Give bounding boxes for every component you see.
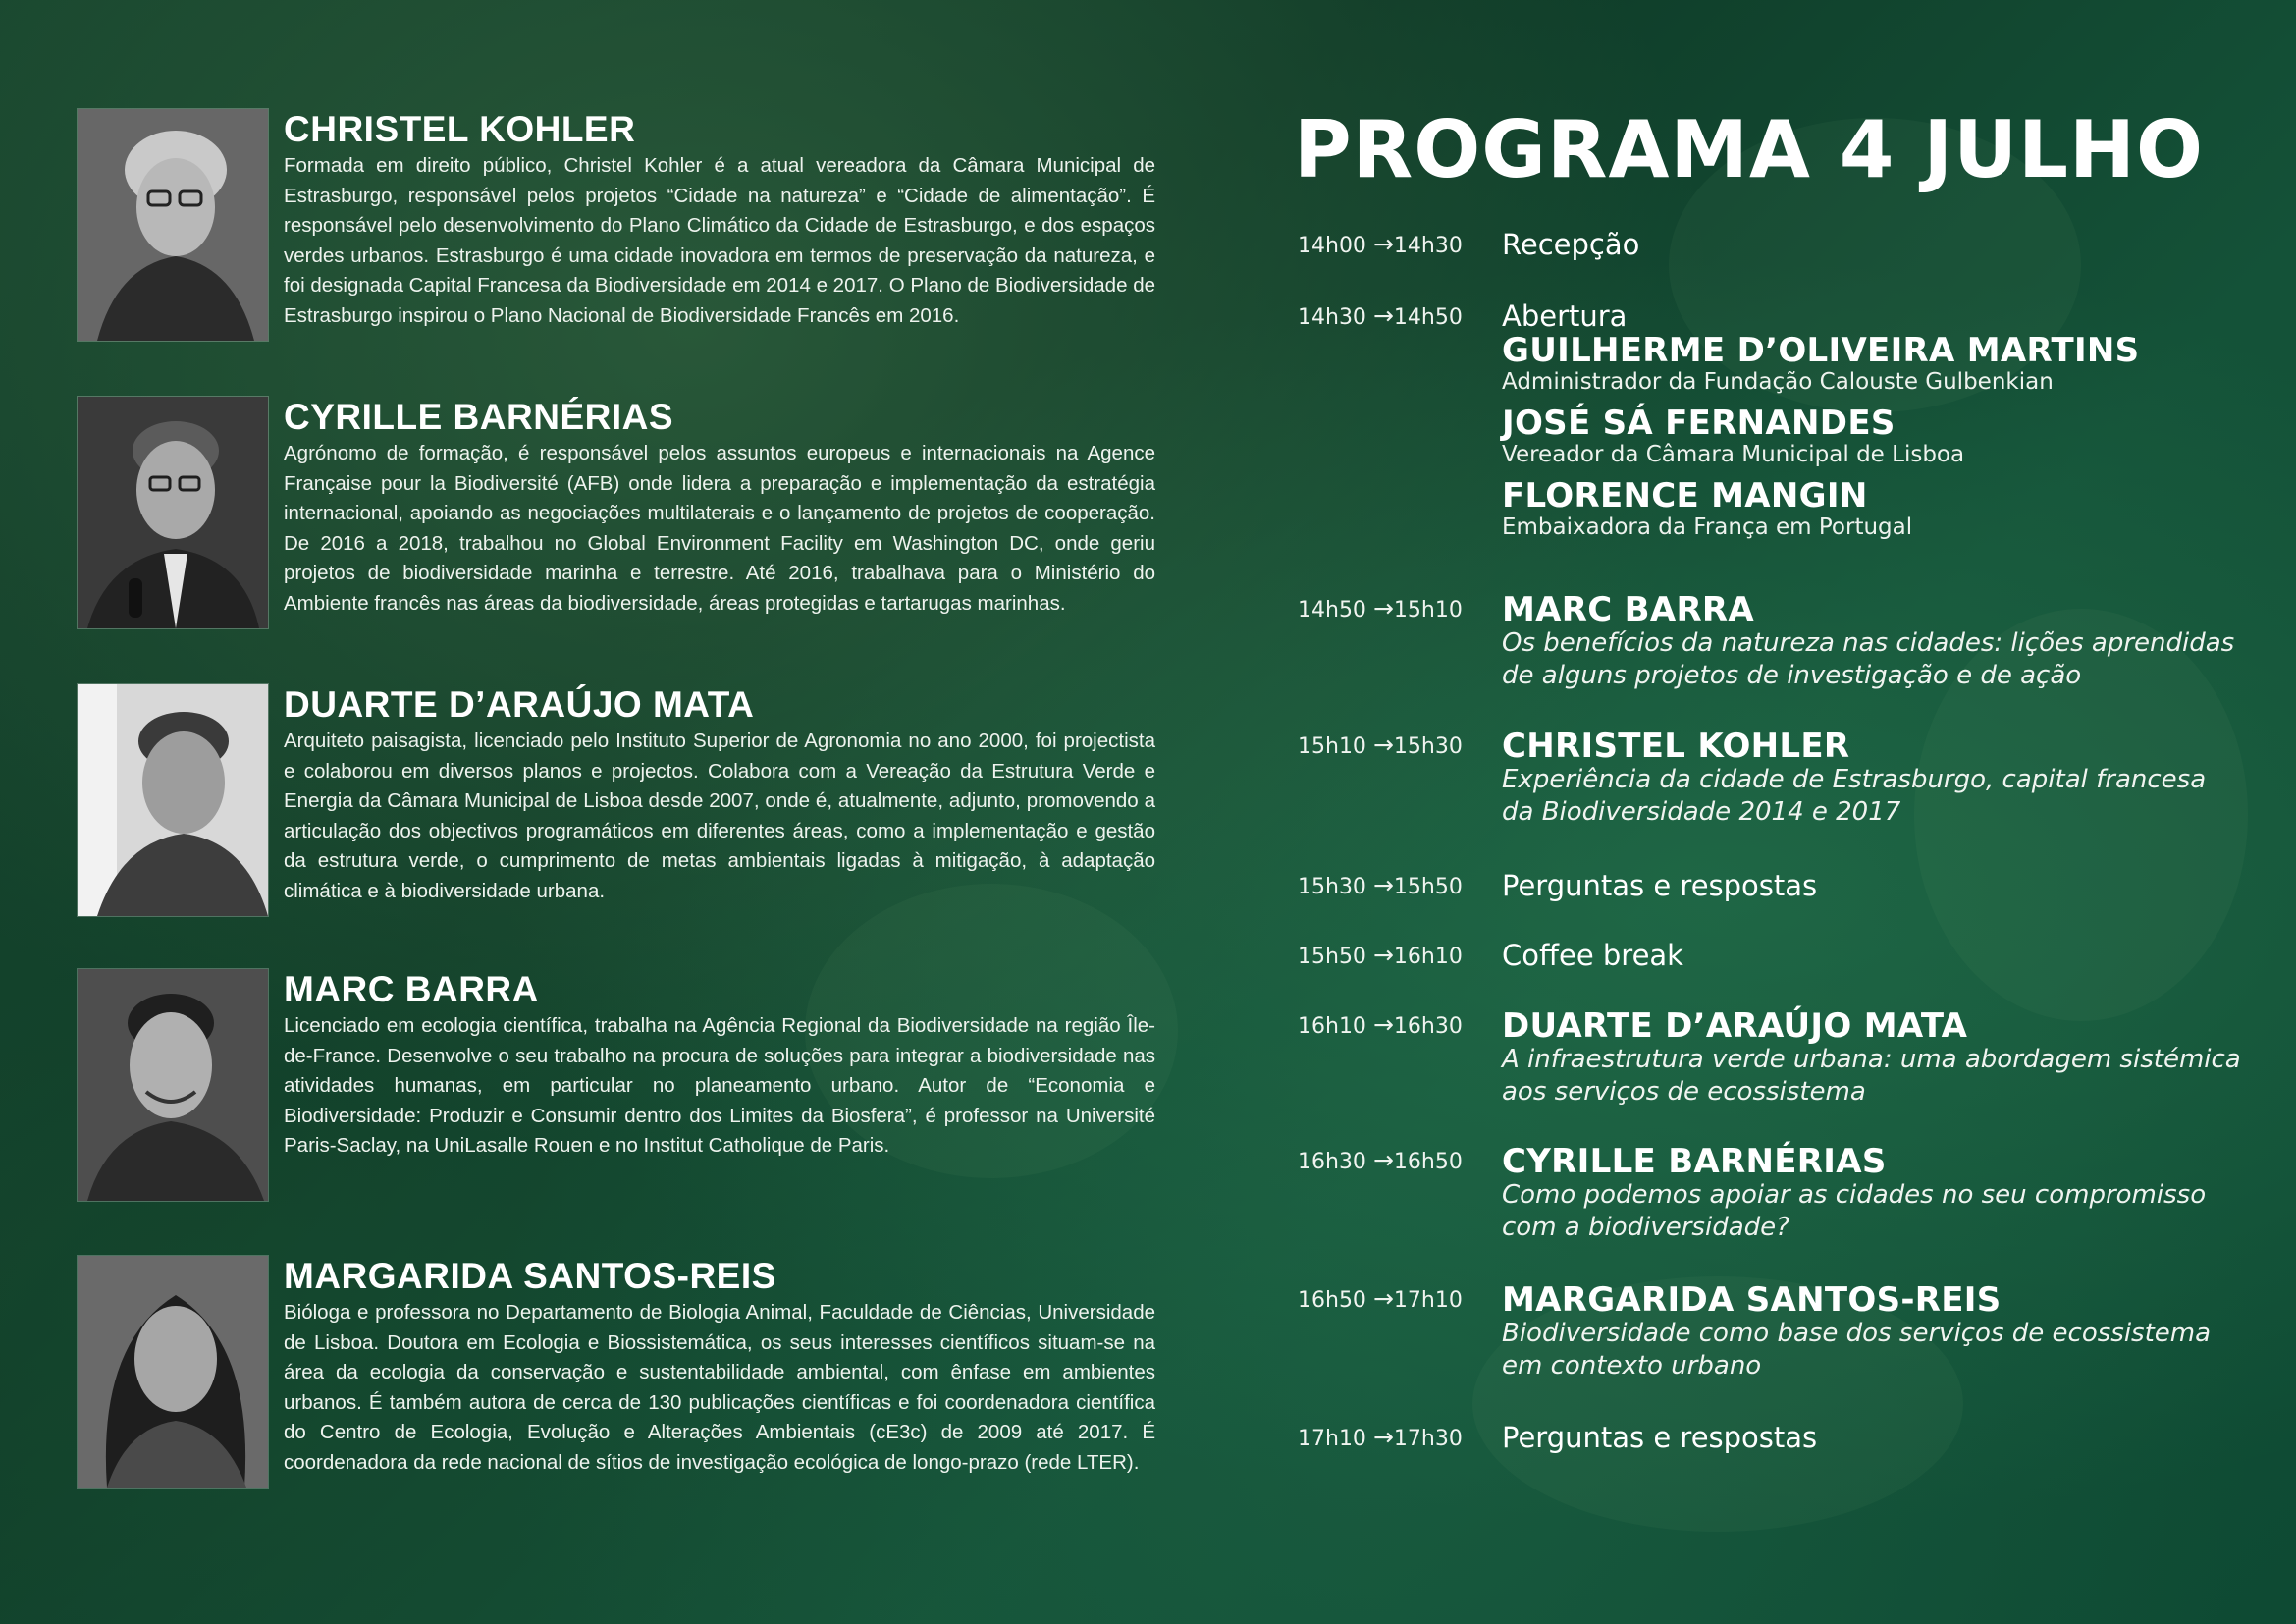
session-label: Perguntas e respostas xyxy=(1502,1421,1818,1454)
talk-title-line: Biodiversidade como base dos serviços de ecossistema xyxy=(1502,1319,2212,1348)
session-label: Perguntas e respostas xyxy=(1502,869,1818,902)
talk-title-line: Os benefícios da natureza nas cidades: lições aprendidas xyxy=(1502,628,2235,658)
speaker-name: DUARTE D’ARAÚJO MATA xyxy=(1502,1006,1968,1046)
session-label: Coffee break xyxy=(1502,939,1683,972)
arrow-icon: → xyxy=(1372,301,1394,330)
bio-duarte-araujo-mata xyxy=(77,683,1155,929)
time-slot: 15h10 →15h30 xyxy=(1298,731,1463,759)
time-slot: 14h30 →14h50 xyxy=(1298,301,1463,330)
bio-name: DUARTE D’ARAÚJO MATA xyxy=(284,684,755,725)
speaker-name: MARC BARRA xyxy=(1502,590,1755,629)
time-slot: 16h10 →16h30 xyxy=(1298,1010,1463,1039)
speaker-photo xyxy=(77,683,269,917)
time-slot: 16h50 →17h10 xyxy=(1298,1284,1463,1313)
speaker-name: MARGARIDA SANTOS-REIS xyxy=(1502,1280,2002,1320)
bio-name: MARC BARRA xyxy=(284,969,539,1009)
speaker-name: GUILHERME D’OLIVEIRA MARTINS xyxy=(1502,331,2140,370)
time-slot: 15h30 →15h50 xyxy=(1298,871,1463,899)
time-slot: 14h00 →14h30 xyxy=(1298,230,1463,258)
time-slot: 15h50 →16h10 xyxy=(1298,941,1463,969)
talk-title-line: da Biodiversidade 2014 e 2017 xyxy=(1502,797,1901,827)
speaker-name: JOSÉ SÁ FERNANDES xyxy=(1502,404,1896,443)
arrow-icon: → xyxy=(1372,230,1394,258)
arrow-icon: → xyxy=(1372,594,1394,623)
bio-name: CYRILLE BARNÉRIAS xyxy=(284,397,674,437)
arrow-icon: → xyxy=(1372,1423,1394,1451)
talk-title-line: A infraestrutura verde urbana: uma abordagem sistémica xyxy=(1502,1045,2241,1074)
time-slot: 14h50 →15h10 xyxy=(1298,594,1463,623)
arrow-icon: → xyxy=(1372,1010,1394,1039)
bio-description: Agrónomo de formação, é responsável pelos assuntos europeus e internacionais na Agence Française pour la Biodiversité (AFB) onde lidera a preparação e implementação da estratégia internacional, apoiando as negociações multilaterais e o lançamento de projetos de cooperação. De 2016 a 2018, trabalhou no Global Environment Facility em Washington DC, onde geriu projetos de biodiversidade marinha e terrestre. Até 2016, trabalhava para o Ministério do Ambiente francês nas áreas da biodiversidade, áreas protegidas e tartarugas marinhas. xyxy=(284,442,1155,615)
speaker-role: Vereador da Câmara Municipal de Lisboa xyxy=(1502,442,1965,467)
speaker-name: CYRILLE BARNÉRIAS xyxy=(1502,1142,1887,1181)
bio-name: MARGARIDA SANTOS-REIS xyxy=(284,1256,776,1296)
speaker-role: Administrador da Fundação Calouste Gulbenkian xyxy=(1502,369,2054,395)
speaker-name: CHRISTEL KOHLER xyxy=(1502,727,1850,766)
talk-title-line: Como podemos apoiar as cidades no seu compromisso xyxy=(1502,1180,2207,1210)
speaker-photo xyxy=(77,1255,269,1489)
arrow-icon: → xyxy=(1372,941,1394,969)
session-label: Abertura xyxy=(1502,299,1628,333)
bio-name: CHRISTEL KOHLER xyxy=(284,109,636,149)
arrow-icon: → xyxy=(1372,871,1394,899)
arrow-icon: → xyxy=(1372,1284,1394,1313)
bio-description: Bióloga e professora no Departamento de Biologia Animal, Faculdade de Ciências, Universidade de Lisboa. Doutora em Ecologia e Biossistemática, os seus interesses científicos situam-se na área da ecologia da conservação e sustentabilidade ambiental, com ênfase em ambientes urbanos. É também autora de cerca de 130 publicações científicas e foi coordenadora científica do Centro de Ecologia, Evolução e Alterações Ambientais (cE3c) de 2009 até 2017. É coordenadora da rede nacional de sítios de investigação ecológica de longo-prazo (rede LTER). xyxy=(284,1301,1155,1474)
bio-christel-kohler xyxy=(77,108,1155,353)
bio-description: Formada em direito público, Christel Kohler é a atual vereadora da Câmara Municipal de Estrasburgo, responsável pelos projetos “Cidade na natureza” e “Cidade de alimentação”. É responsável pelo desenvolvimento do Plano Climático da Cidade de Estrasburgo, e dos espaços verdes urbanos. Estrasburgo é uma cidade inovadora em termos de preservação da natureza, e foi designada Capital Francesa da Biodiversidade em 2014 e 2017. O Plano de Biodiversidade de Estrasburgo inspirou o Plano Nacional de Biodiversidade Francês em 2016. xyxy=(284,154,1155,327)
talk-title-line: aos serviços de ecossistema xyxy=(1502,1077,1866,1107)
bio-cyrille-barnerias xyxy=(77,396,1155,641)
talk-title-line: em contexto urbano xyxy=(1502,1351,1762,1380)
talk-title-line: com a biodiversidade? xyxy=(1502,1213,1789,1242)
speaker-name: FLORENCE MANGIN xyxy=(1502,476,1868,515)
speaker-photo xyxy=(77,968,269,1202)
bio-description: Licenciado em ecologia científica, trabalha na Agência Regional da Biodiversidade na região Île-de-France. Desenvolve o seu trabalho na procura de soluções para integrar a biodiversidade nas atividades humanas, em particular no planeamento urbano. Autor de “Economia e Biodiversidade: Produzir e Consumir dentro dos Limites da Biosfera”, é professor na Université Paris-Saclay, na UniLasalle Rouen e no Institut Catholique de Paris. xyxy=(284,1014,1155,1158)
session-label: Recepção xyxy=(1502,228,1640,261)
arrow-icon: → xyxy=(1372,731,1394,759)
talk-title-line: de alguns projetos de investigação e de ação xyxy=(1502,661,2082,690)
programme-title: PROGRAMA 4 JULHO xyxy=(1294,104,2204,195)
time-slot: 17h10 →17h30 xyxy=(1298,1423,1463,1451)
talk-title-line: Experiência da cidade de Estrasburgo, capital francesa xyxy=(1502,765,2207,794)
bio-description: Arquiteto paisagista, licenciado pelo Instituto Superior de Agronomia no ano 2000, foi projectista e colaborou em diversos planos e projectos. Colabora com a Vereação da Estrutura Verde e Energia da Câmara Municipal de Lisboa desde 2007, onde é, atualmente, adjunto, promovendo a articulação dos objectivos programáticos em diferentes áreas, como a implementação e gestão da estrutura verde, o cumprimento de metas ambientais ligadas à mitigação, à adaptação climática e à biodiversidade urbana. xyxy=(284,730,1155,902)
time-slot: 16h30 →16h50 xyxy=(1298,1146,1463,1174)
speaker-photo xyxy=(77,396,269,629)
bio-marc-barra xyxy=(77,968,1155,1214)
bio-margarida-santos-reis xyxy=(77,1255,1155,1500)
arrow-icon: → xyxy=(1372,1146,1394,1174)
speaker-photo xyxy=(77,108,269,342)
speaker-role: Embaixadora da França em Portugal xyxy=(1502,514,1913,540)
